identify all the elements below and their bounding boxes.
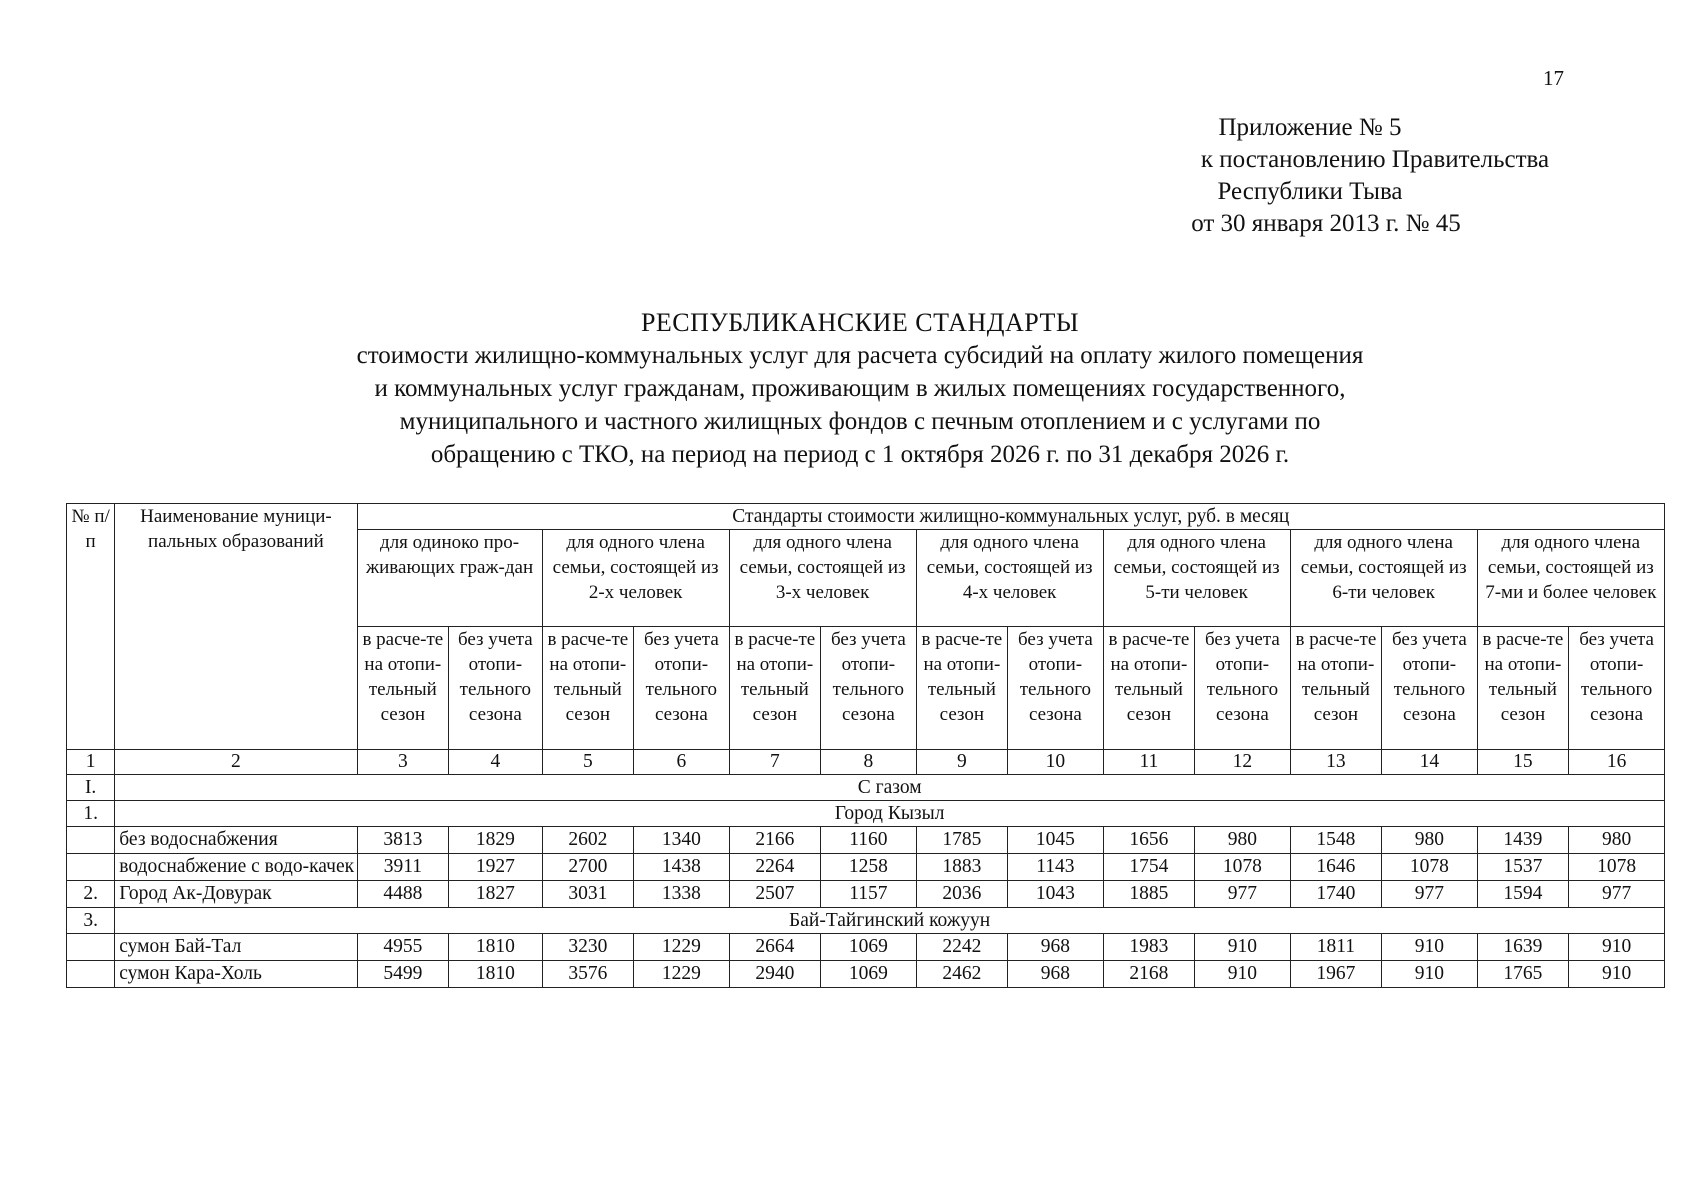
cost-value: 2036 [916,881,1008,908]
cost-value: 1069 [821,934,917,961]
cost-value: 977 [1195,881,1291,908]
header-sub-with-heating: в расче-те на отопи-тельный сезон [729,627,821,750]
table-body [67,775,1665,988]
cost-value: 1160 [821,827,917,854]
cost-value: 3031 [542,881,634,908]
header-sub-without-heating: без учета отопи-тельного сезона [1195,627,1291,750]
cost-value: 1740 [1290,881,1382,908]
cost-value: 910 [1195,961,1291,988]
cost-value: 1646 [1290,854,1382,881]
column-number: 10 [1008,750,1104,775]
municipality-name: Город Ак-Довурак [115,881,357,908]
cost-value: 980 [1195,827,1291,854]
cost-value: 2462 [916,961,1008,988]
section-label: Город Кызыл [115,801,1665,827]
cost-value: 1883 [916,854,1008,881]
table-row [67,854,1665,881]
header-group: для одного члена семьи, состоящей из 2-х человек [542,530,729,627]
cost-value: 3813 [357,827,449,854]
cost-value: 1983 [1103,934,1195,961]
column-number: 1 [67,750,115,775]
cost-value: 977 [1569,881,1665,908]
standards-table [66,503,1665,988]
cost-value: 1438 [634,854,730,881]
cost-value: 1827 [449,881,543,908]
row-index [67,854,115,881]
section-label: Бай-Тайгинский кожуун [115,908,1665,934]
cost-value: 1811 [1290,934,1382,961]
header-sub-without-heating: без учета отопи-тельного сезона [1008,627,1104,750]
row-index: 1. [67,801,115,827]
header-sub-with-heating: в расче-те на отопи-тельный сезон [542,627,634,750]
header-sub-without-heating: без учета отопи-тельного сезона [634,627,730,750]
municipality-name: сумон Бай-Тал [115,934,357,961]
header-group-title: Стандарты стоимости жилищно-коммунальных услуг, руб. в месяц [357,504,1664,530]
header-group: для одного члена семьи, состоящей из 3-х человек [729,530,916,627]
cost-value: 1594 [1477,881,1569,908]
cost-value: 1765 [1477,961,1569,988]
column-number: 9 [916,750,1008,775]
page-number: 17 [1543,66,1564,90]
cost-value: 1885 [1103,881,1195,908]
cost-value: 1754 [1103,854,1195,881]
row-index [67,934,115,961]
cost-value: 2264 [729,854,821,881]
row-index: 2. [67,881,115,908]
cost-value: 2507 [729,881,821,908]
header-group: для одного члена семьи, состоящей из 6-ти человек [1290,530,1477,627]
table-row [67,881,1665,908]
cost-value: 2664 [729,934,821,961]
column-number: 13 [1290,750,1382,775]
cost-value: 910 [1569,961,1665,988]
cost-value: 1548 [1290,827,1382,854]
column-number: 16 [1569,750,1665,775]
cost-value: 1229 [634,934,730,961]
cost-value: 1829 [449,827,543,854]
cost-value: 977 [1382,881,1478,908]
document-title [190,306,1530,471]
table-row [67,827,1665,854]
cost-value: 2602 [542,827,634,854]
municipality-name: сумон Кара-Холь [115,961,357,988]
column-number: 3 [357,750,449,775]
cost-value: 3230 [542,934,634,961]
header-sub-without-heating: без учета отопи-тельного сезона [821,627,917,750]
cost-value: 1338 [634,881,730,908]
column-number: 6 [634,750,730,775]
cost-value: 1078 [1569,854,1665,881]
table-header [67,504,1665,775]
column-number: 7 [729,750,821,775]
column-number: 5 [542,750,634,775]
cost-value: 2700 [542,854,634,881]
section-label: С газом [115,775,1665,801]
column-number: 11 [1103,750,1195,775]
cost-value: 1078 [1195,854,1291,881]
cost-value: 2166 [729,827,821,854]
appendix-line: Приложение № 5 [1218,114,1402,141]
cost-value: 1143 [1008,854,1104,881]
cost-value: 968 [1008,934,1104,961]
header-sub-with-heating: в расче-те на отопи-тельный сезон [1103,627,1195,750]
cost-value: 2940 [729,961,821,988]
row-index [67,827,115,854]
cost-value: 3576 [542,961,634,988]
cost-value: 1639 [1477,934,1569,961]
column-number: 12 [1195,750,1291,775]
standards-table-wrap [66,503,1665,988]
header-group: для одиноко про-живающих граж-дан [357,530,542,627]
cost-value: 1078 [1382,854,1478,881]
title-heading: РЕСПУБЛИКАНСКИЕ СТАНДАРТЫ [640,308,1080,337]
column-number: 8 [821,750,917,775]
title-line: и коммунальных услуг гражданам, проживающим в жилых помещениях государственного, [374,375,1346,402]
cost-value: 1810 [449,961,543,988]
column-number: 15 [1477,750,1569,775]
cost-value: 1967 [1290,961,1382,988]
header-sub-with-heating: в расче-те на отопи-тельный сезон [357,627,449,750]
table-row [67,961,1665,988]
cost-value: 968 [1008,961,1104,988]
cost-value: 910 [1382,934,1478,961]
row-index: I. [67,775,115,801]
cost-value: 910 [1382,961,1478,988]
cost-value: 4955 [357,934,449,961]
municipality-name: водоснабжение с водо-качек [115,854,357,881]
header-sub-without-heating: без учета отопи-тельного сезона [449,627,543,750]
column-numbers-row [67,750,1665,775]
column-number: 2 [115,750,357,775]
header-group: для одного члена семьи, состоящей из 7-ми и более человек [1477,530,1664,627]
cost-value: 980 [1569,827,1665,854]
cost-value: 2242 [916,934,1008,961]
cost-value: 1157 [821,881,917,908]
municipality-name: без водоснабжения [115,827,357,854]
cost-value: 1785 [916,827,1008,854]
cost-value: 1439 [1477,827,1569,854]
cost-value: 1656 [1103,827,1195,854]
title-line: стоимости жилищно-коммунальных услуг для расчета субсидий на оплату жилого помещения [356,342,1364,369]
cost-value: 1069 [821,961,917,988]
column-number: 14 [1382,750,1478,775]
header-group: для одного члена семьи, состоящей из 5-ти человек [1103,530,1290,627]
row-index [67,961,115,988]
cost-value: 5499 [357,961,449,988]
row-index: 3. [67,908,115,934]
cost-value: 1229 [634,961,730,988]
header-sub-with-heating: в расче-те на отопи-тельный сезон [916,627,1008,750]
cost-value: 1043 [1008,881,1104,908]
cost-value: 1258 [821,854,917,881]
cost-value: 3911 [357,854,449,881]
header-name: Наименование муници-пальных образований [115,504,357,750]
section-row [67,801,1665,827]
header-sub-without-heating: без учета отопи-тельного сезона [1569,627,1665,750]
appendix-line: от 30 января 2013 г. № 45 [1191,210,1461,237]
column-number: 4 [449,750,543,775]
cost-value: 910 [1195,934,1291,961]
header-no: № п/п [67,504,115,750]
table-row [67,934,1665,961]
cost-value: 1340 [634,827,730,854]
cost-value: 980 [1382,827,1478,854]
cost-value: 4488 [357,881,449,908]
header-sub-with-heating: в расче-те на отопи-тельный сезон [1290,627,1382,750]
cost-value: 1810 [449,934,543,961]
header-sub-without-heating: без учета отопи-тельного сезона [1382,627,1478,750]
cost-value: 1927 [449,854,543,881]
appendix-block [1180,112,1560,240]
cost-value: 2168 [1103,961,1195,988]
title-line: муниципального и частного жилищных фондов с печным отоплением и с услугами по [399,408,1321,435]
appendix-line: к постановлению Правительства [1200,146,1550,173]
appendix-line: Республики Тыва [1217,178,1403,205]
header-sub-with-heating: в расче-те на отопи-тельный сезон [1477,627,1569,750]
title-line: обращению с ТКО, на период на период с 1 октября 2026 г. по 31 декабря 2026 г. [430,441,1290,468]
cost-value: 1537 [1477,854,1569,881]
section-row [67,908,1665,934]
header-group: для одного члена семьи, состоящей из 4-х человек [916,530,1103,627]
section-row [67,775,1665,801]
cost-value: 1045 [1008,827,1104,854]
cost-value: 910 [1569,934,1665,961]
